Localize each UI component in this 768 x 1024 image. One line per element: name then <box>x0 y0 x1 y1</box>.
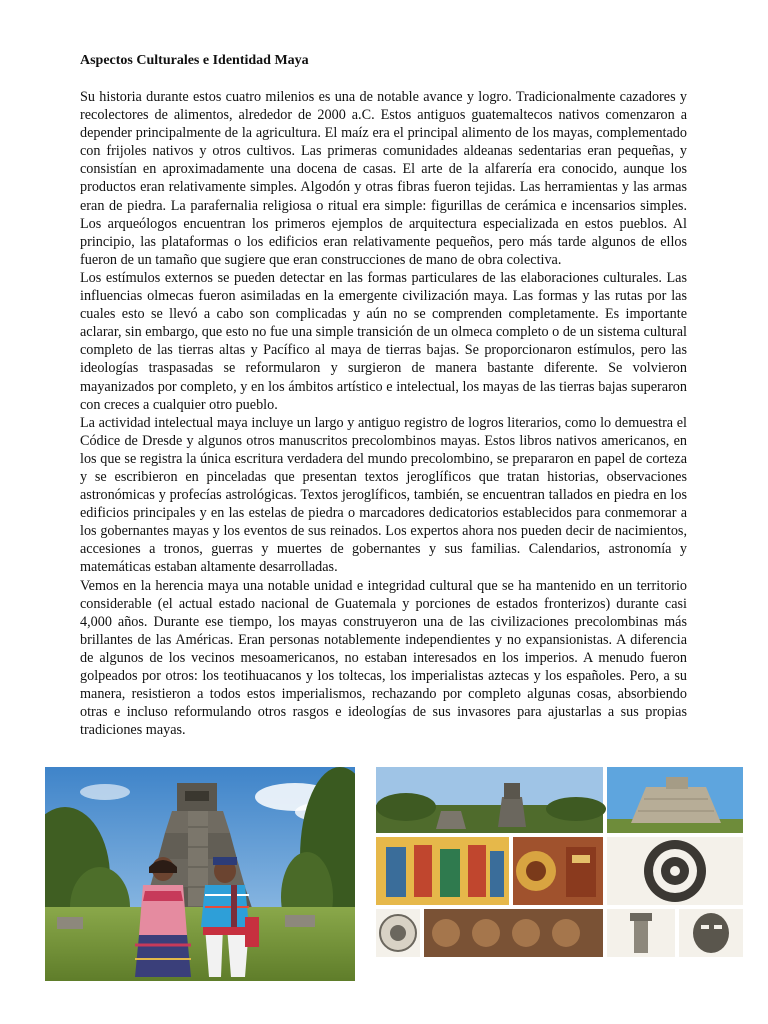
temple-people-photo <box>45 767 355 981</box>
collage-mural-tile <box>376 837 509 905</box>
paragraph-3: La actividad intelectual maya incluye un largo y antiguo registro de logros literarios, como lo demuestra el Códice de Dresde y algunos otros manuscritos precolombinos mayas. Estos libros nativos americanos, en los que se registra la única escritura verdadera del mundo precolombino, se prepararon en papel de corteza y se escribieron en pinceladas que presentan textos jeroglíficos que tratan historias, observaciones astronómicas y profecías astrológicas. Textos jeroglíficos, también, se encuentran tallados en piedra en los edificios principales y en las estelas de piedra o marcadores dedicatorios establecidos para conmemorar a los gobernantes mayas y los eventos de sus reinados. Los expertos ahora nos pueden decir de nacimientos, accesiones a tronos, guerras y muertes de gobernantes y sus familias. Calendarios, astronomía y matemáticas estaban altamente desarrolladas. <box>80 414 687 576</box>
paragraph-4: Vemos en la herencia maya una notable unidad e integridad cultural que se ha mantenido en un territorio considerable (el actual estado nacional de Guatemala y porciones de estados fronterizos) durante casi 4,000 años. Durante ese tiempo, los mayas construyeron una de las civilizaciones precolombinas más brillantes de las Américas. Eran personas notablemente independientes y no expansionistas. A diferencia de algunos de los vecinos mesoamericanos, no estaban interesados en los imperios. A menudo fueron golpeados por otros: los teotihuacanos y los toltecas, los imperialistas aztecas y los españoles. Pero, a su manera, resistieron a todos estos imperialismos, rechazando por completo algunas cosas, absorbiendo otras e incluso reformulando otros rasgos e ideologías de sus invasores para ajustarlas a sus propias tradiciones mayas. <box>80 577 687 739</box>
collage-tikal-tile <box>376 767 606 833</box>
collage-mask-tile <box>679 909 743 957</box>
collage-artifacts-tile <box>513 837 603 905</box>
collage-chichen-itza-tile <box>607 767 743 833</box>
maya-collage <box>376 767 743 957</box>
collage-statue-tile <box>607 909 675 957</box>
collage-glyph-circle-tile <box>376 909 420 957</box>
document-body <box>80 88 687 739</box>
collage-carved-panel-tile <box>424 909 603 957</box>
document-title: Aspectos Culturales e Identidad Maya <box>80 53 309 68</box>
collage-calendar-tile <box>607 837 743 905</box>
paragraph-2: Los estímulos externos se pueden detectar en las formas particulares de las elaboraciones culturales. Las influencias olmecas fueron asimiladas en la emergente civilización maya. Las formas y las rutas por las cuales esto se llevó a cabo son complicadas y aún no se comprenden completamente. Es importante aclarar, sin embargo, que esto no fue una simple transición de un olmeca completo o de un sistema cultural completo de las tierras altas y Pacífico al maya de tierras bajas. Se proporcionaron estímulos, pero las ideologías traspasadas se reformularon y surgieron de manera bastante diferente. Se volvieron mayanizados por completo, y en los ámbitos artístico e intelectual, los mayas de las tierras bajas superaron con creces a cualquier otro pueblo. <box>80 269 687 413</box>
paragraph-1: Su historia durante estos cuatro milenios es una de notable avance y logro. Tradicionalmente cazadores y recolectores de alimentos, alrededor de 2000 a.C. Estos antiguos guatemaltecos nativos comenzaron a depender principalmente de la agricultura. El maíz era el principal alimento de los mayas, complementado con frijoles nativos y otros cultivos. Las primeras comunidades aldeanas sedentarias eran pequeñas, y consistían en aproximadamente una docena de casas. El arte de la alfarería era conocido, aunque los productos eran relativamente simples. Algodón y otras fibras fueron tejidas. Las herramientas y las armas eran de piedra. La parafernalia religiosa o ritual era simple: figurillas de cerámica e incensarios simples. Los arqueólogos encuentran los primeros ejemplos de arquitectura especializada en estos pueblos. Al principio, las plataformas o los edificios eran relativamente pequeños, pero más tarde algunos de ellos fueron de un tamaño que sugiere que eran construcciones de mano de obra colectiva. <box>80 89 687 268</box>
